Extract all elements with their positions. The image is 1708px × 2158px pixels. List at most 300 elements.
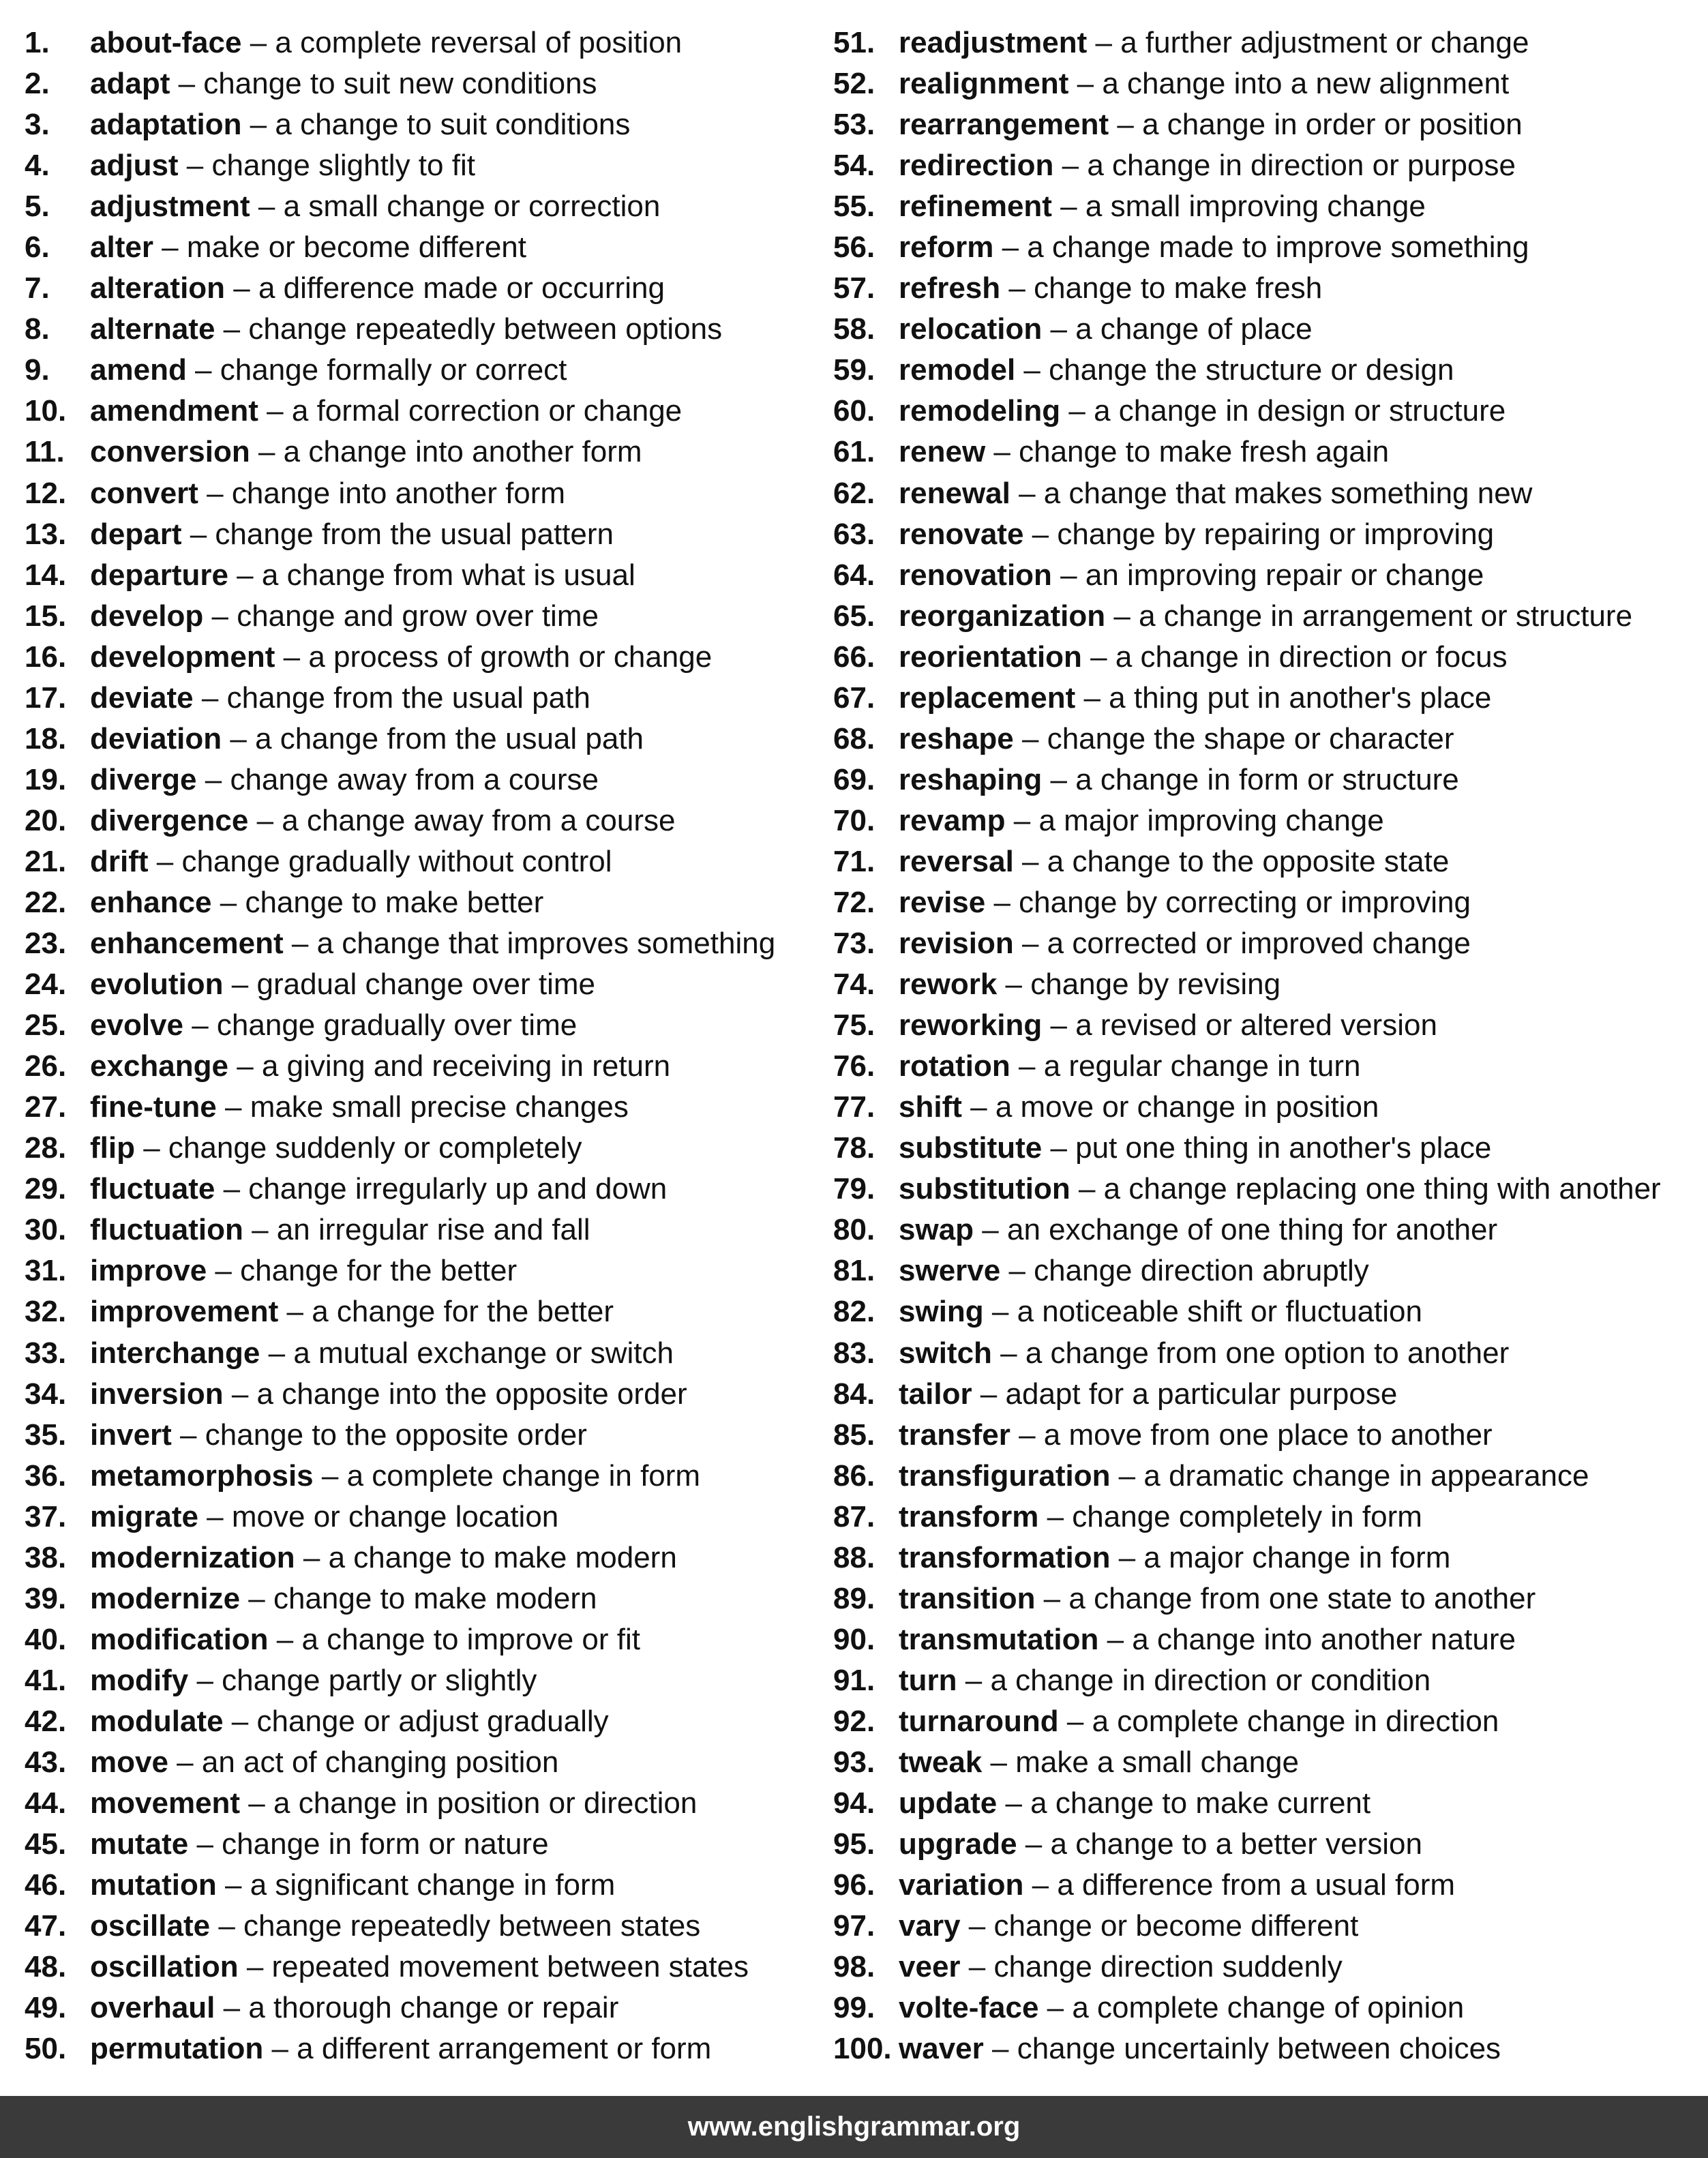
item-separator: –	[223, 1377, 257, 1411]
item-term: reform	[899, 230, 994, 265]
item-term: migrate	[90, 1499, 198, 1533]
item-separator: –	[215, 1991, 249, 2025]
item-term: reorganization	[899, 599, 1106, 633]
item-term: renovate	[899, 517, 1024, 551]
item-number: 68.	[833, 721, 875, 755]
item-definition: a difference from a usual form	[1057, 1868, 1455, 1902]
item-number: 16.	[25, 640, 67, 674]
item-separator: –	[985, 435, 1019, 469]
item-separator: –	[1087, 26, 1121, 60]
list-item	[833, 800, 1699, 841]
item-number: 84.	[833, 1377, 875, 1411]
item-number: 24.	[25, 968, 67, 1002]
item-separator: –	[1075, 680, 1109, 715]
item-number: 56.	[833, 230, 875, 265]
list-item	[833, 23, 1699, 63]
item-definition: a change of place	[1075, 312, 1313, 346]
item-term: modification	[90, 1622, 269, 1656]
item-number: 17.	[25, 680, 67, 715]
item-number: 42.	[25, 1704, 67, 1738]
list-item	[25, 678, 815, 719]
item-term: reshaping	[899, 762, 1043, 796]
item-definition: a thing put in another's place	[1109, 680, 1492, 715]
item-definition: a thorough change or repair	[248, 1991, 619, 2025]
item-term: about-face	[90, 26, 242, 60]
item-definition: change direction abruptly	[1034, 1254, 1369, 1288]
list-item	[25, 514, 815, 555]
item-number: 40.	[25, 1622, 67, 1656]
list-item	[833, 1210, 1699, 1250]
item-term: shift	[899, 1090, 962, 1124]
item-definition: change formally or correct	[220, 353, 567, 387]
item-separator: –	[1010, 1049, 1044, 1083]
list-item	[25, 800, 815, 841]
list-item	[833, 964, 1699, 1005]
item-term: relocation	[899, 312, 1043, 346]
item-separator: –	[957, 1663, 991, 1697]
item-definition: a complete reversal of position	[275, 26, 683, 60]
list-item	[25, 23, 815, 63]
item-separator: –	[186, 353, 220, 387]
item-definition: a regular change in turn	[1043, 1049, 1361, 1083]
item-term: movement	[90, 1786, 241, 1820]
item-number: 3.	[25, 108, 50, 142]
item-number: 13.	[25, 517, 67, 551]
list-item	[833, 1578, 1699, 1619]
list-item	[833, 268, 1699, 309]
item-term: improve	[90, 1254, 207, 1288]
list-item	[833, 1169, 1699, 1210]
item-number: 30.	[25, 1213, 67, 1247]
item-term: enhance	[90, 886, 212, 919]
item-separator: –	[215, 1172, 249, 1206]
item-separator: –	[997, 1786, 1031, 1820]
item-separator: –	[993, 230, 1028, 265]
item-number: 98.	[833, 1950, 875, 1984]
item-term: development	[90, 640, 275, 674]
item-number: 53.	[833, 108, 875, 142]
item-separator: –	[1023, 1868, 1058, 1902]
item-number: 87.	[833, 1499, 875, 1533]
list-item	[833, 1333, 1699, 1374]
item-definition: make or become different	[186, 230, 526, 265]
item-separator: –	[171, 1418, 205, 1452]
item-term: develop	[90, 599, 204, 633]
item-definition: change to make fresh	[1034, 271, 1323, 305]
item-definition: a dramatic change in appearance	[1143, 1458, 1589, 1493]
item-term: variation	[899, 1868, 1024, 1902]
list-item	[25, 391, 815, 432]
list-item	[833, 1005, 1699, 1046]
item-separator: –	[1042, 762, 1076, 796]
item-separator: –	[278, 1295, 312, 1329]
item-number: 19.	[25, 762, 67, 796]
item-number: 52.	[833, 67, 875, 101]
item-number: 35.	[25, 1418, 67, 1452]
item-number: 92.	[833, 1704, 875, 1738]
item-number: 10.	[25, 394, 67, 428]
list-item	[833, 350, 1699, 391]
list-item	[25, 555, 815, 596]
list-item	[833, 1824, 1699, 1865]
item-definition: a complete change of opinion	[1072, 1991, 1465, 2025]
item-definition: a further adjustment or change	[1120, 26, 1529, 60]
item-term: veer	[899, 1950, 961, 1984]
list-item	[833, 145, 1699, 186]
item-term: renewal	[899, 476, 1010, 510]
list-item	[833, 637, 1699, 678]
item-number: 78.	[833, 1131, 875, 1165]
item-term: move	[90, 1745, 168, 1779]
item-number: 9.	[25, 353, 50, 387]
item-term: redirection	[899, 149, 1054, 183]
item-number: 11.	[25, 435, 65, 469]
item-number: 29.	[25, 1172, 67, 1206]
list-item	[25, 1578, 815, 1619]
item-definition: make small precise changes	[250, 1090, 629, 1124]
item-number: 83.	[833, 1336, 875, 1370]
item-number: 32.	[25, 1295, 67, 1329]
footer-url[interactable]: www.englishgrammar.org	[687, 2112, 1021, 2142]
list-item	[833, 1374, 1699, 1415]
item-separator: –	[216, 1868, 250, 1902]
item-definition: a change in arrangement or structure	[1139, 599, 1633, 633]
list-item	[25, 1250, 815, 1291]
item-separator: –	[1070, 1172, 1104, 1206]
item-definition: change in form or nature	[222, 1827, 549, 1861]
item-separator: –	[148, 844, 182, 878]
item-definition: change irregularly up and down	[248, 1172, 668, 1206]
item-definition: a change to a better version	[1050, 1827, 1422, 1861]
item-number: 88.	[833, 1540, 875, 1574]
item-definition: a change into the opposite order	[256, 1377, 687, 1411]
item-separator: –	[1035, 1581, 1069, 1615]
item-number: 85.	[833, 1418, 875, 1452]
item-term: metamorphosis	[90, 1458, 314, 1493]
item-definition: a revised or altered version	[1075, 1008, 1437, 1043]
item-definition: a change in direction or focus	[1115, 640, 1508, 674]
item-separator: –	[961, 1090, 995, 1124]
item-definition: a corrected or improved change	[1047, 927, 1471, 961]
item-separator: –	[210, 1909, 244, 1943]
item-number: 41.	[25, 1663, 67, 1697]
item-definition: a change away from a course	[282, 803, 676, 837]
item-number: 81.	[833, 1254, 875, 1288]
item-number: 76.	[833, 1049, 875, 1083]
list-item	[25, 1169, 815, 1210]
item-definition: a change from one option to another	[1025, 1336, 1510, 1370]
item-separator: –	[241, 26, 275, 60]
item-definition: change away from a course	[230, 762, 599, 796]
item-term: alternate	[90, 312, 215, 346]
list-item	[833, 1415, 1699, 1456]
item-term: update	[899, 1786, 998, 1820]
item-definition: a major improving change	[1038, 803, 1384, 837]
item-separator: –	[1010, 1418, 1044, 1452]
item-number: 1.	[25, 26, 50, 60]
item-number: 33.	[25, 1336, 67, 1370]
list-item	[25, 1128, 815, 1169]
item-separator: –	[1013, 927, 1047, 961]
item-definition: change by revising	[1030, 968, 1281, 1002]
item-separator: –	[228, 1049, 262, 1083]
item-term: adapt	[90, 67, 170, 101]
item-definition: change suddenly or completely	[168, 1131, 582, 1165]
item-term: alteration	[90, 271, 226, 305]
item-number: 77.	[833, 1090, 875, 1124]
list-item	[25, 63, 815, 104]
item-definition: change and grow over time	[237, 599, 599, 633]
item-number: 69.	[833, 762, 875, 796]
item-separator: –	[222, 721, 256, 755]
item-term: revision	[899, 927, 1014, 961]
item-term: fine-tune	[90, 1090, 217, 1124]
list-item	[25, 760, 815, 800]
item-term: refresh	[899, 271, 1001, 305]
item-term: swerve	[899, 1254, 1001, 1288]
item-term: readjustment	[899, 26, 1088, 60]
item-separator: –	[250, 435, 284, 469]
item-separator: –	[196, 762, 230, 796]
item-term: realignment	[899, 67, 1069, 101]
item-separator: –	[1042, 1008, 1076, 1043]
item-term: depart	[90, 517, 182, 551]
item-definition: adapt for a particular purpose	[1005, 1377, 1398, 1411]
item-separator: –	[153, 230, 187, 265]
list-item	[25, 1701, 815, 1742]
item-separator: –	[268, 1622, 302, 1656]
item-separator: –	[188, 1663, 222, 1697]
item-term: replacement	[899, 680, 1076, 715]
item-separator: –	[170, 67, 204, 101]
list-item	[833, 391, 1699, 432]
item-number: 95.	[833, 1827, 875, 1861]
item-separator: –	[203, 599, 237, 633]
list-item	[833, 186, 1699, 227]
item-number: 34.	[25, 1377, 67, 1411]
item-number: 93.	[833, 1745, 875, 1779]
item-definition: move or change location	[231, 1499, 559, 1533]
item-separator: –	[1053, 149, 1088, 183]
list-item	[833, 1456, 1699, 1497]
item-separator: –	[1098, 1622, 1133, 1656]
list-item	[833, 760, 1699, 800]
item-term: transfiguration	[899, 1458, 1111, 1493]
item-number: 6.	[25, 230, 50, 265]
item-separator: –	[260, 1336, 294, 1370]
list-item	[833, 1660, 1699, 1701]
item-definition: a change into another form	[283, 435, 642, 469]
item-separator: –	[1042, 312, 1076, 346]
item-definition: a change from the usual path	[255, 721, 644, 755]
item-term: permutation	[90, 2032, 264, 2066]
list-item	[833, 1046, 1699, 1087]
item-definition: change to make fresh again	[1019, 435, 1390, 469]
list-item	[25, 1087, 815, 1128]
item-definition: change the structure or design	[1049, 353, 1454, 387]
list-item	[25, 309, 815, 350]
list-item	[833, 1947, 1699, 1988]
item-definition: change slightly to fit	[211, 149, 475, 183]
item-separator: –	[207, 1254, 241, 1288]
list-item	[25, 1291, 815, 1332]
item-term: substitution	[899, 1172, 1070, 1206]
item-term: diverge	[90, 762, 197, 796]
item-definition: a change from one state to another	[1068, 1581, 1536, 1615]
list-item	[25, 350, 815, 391]
item-definition: a complete change in form	[346, 1458, 701, 1493]
item-term: transfer	[899, 1418, 1010, 1452]
item-separator: –	[1010, 476, 1044, 510]
item-separator: –	[223, 968, 257, 1002]
item-separator: –	[1051, 558, 1085, 592]
item-term: transform	[899, 1499, 1039, 1533]
item-separator: –	[198, 476, 232, 510]
list-item	[25, 1374, 815, 1415]
item-separator: –	[240, 1786, 273, 1820]
item-term: revamp	[899, 803, 1006, 837]
item-separator: –	[1013, 844, 1047, 878]
item-term: drift	[90, 844, 149, 878]
item-term: modernization	[90, 1540, 295, 1574]
item-term: renovation	[899, 558, 1052, 592]
item-separator: –	[1051, 190, 1085, 224]
item-separator: –	[1000, 1254, 1034, 1288]
item-definition: a major change in form	[1143, 1540, 1451, 1574]
item-term: remodel	[899, 353, 1016, 387]
item-separator: –	[275, 640, 309, 674]
list-item	[833, 473, 1699, 514]
item-separator: –	[313, 1458, 347, 1493]
item-term: oscillation	[90, 1950, 239, 1984]
item-number: 38.	[25, 1540, 67, 1574]
item-definition: a change in position or direction	[273, 1786, 698, 1820]
item-separator: –	[1013, 721, 1047, 755]
item-term: improvement	[90, 1295, 279, 1329]
item-number: 57.	[833, 271, 875, 305]
item-definition: a formal correction or change	[291, 394, 683, 428]
item-term: turn	[899, 1663, 957, 1697]
item-term: amendment	[90, 394, 258, 428]
list-item	[25, 227, 815, 268]
item-definition: a small change or correction	[283, 190, 661, 224]
item-definition: a change in direction or condition	[990, 1663, 1431, 1697]
item-number: 22.	[25, 886, 67, 919]
list-item	[833, 1619, 1699, 1660]
list-item	[833, 227, 1699, 268]
item-definition: change or adjust gradually	[256, 1704, 609, 1738]
item-term: modernize	[90, 1581, 241, 1615]
item-definition: change completely in form	[1072, 1499, 1422, 1533]
item-number: 55.	[833, 190, 875, 224]
item-definition: a change to suit conditions	[275, 108, 631, 142]
item-term: waver	[899, 2032, 984, 2066]
item-definition: change by repairing or improving	[1057, 517, 1495, 551]
item-definition: change gradually without control	[181, 844, 612, 878]
item-separator: –	[258, 394, 292, 428]
list-item	[833, 1988, 1699, 2028]
list-item	[833, 882, 1699, 923]
item-number: 20.	[25, 803, 67, 837]
item-number: 96.	[833, 1868, 875, 1902]
item-separator: –	[1060, 394, 1094, 428]
item-number: 18.	[25, 721, 67, 755]
list-item	[25, 1497, 815, 1538]
item-term: amend	[90, 353, 187, 387]
item-term: reversal	[899, 844, 1014, 878]
item-definition: a different arrangement or form	[297, 2032, 712, 2066]
item-term: exchange	[90, 1049, 228, 1083]
item-number: 48.	[25, 1950, 67, 1984]
item-number: 91.	[833, 1663, 875, 1697]
item-separator: –	[263, 2032, 297, 2066]
list-item	[833, 2028, 1699, 2069]
item-separator: –	[983, 2032, 1017, 2066]
item-term: transition	[899, 1581, 1036, 1615]
list-item	[25, 145, 815, 186]
item-term: volte-face	[899, 1991, 1039, 2025]
item-number: 71.	[833, 844, 875, 878]
list-item	[25, 1005, 815, 1046]
list-item	[25, 2028, 815, 2069]
list-item	[25, 473, 815, 514]
item-separator: –	[1015, 353, 1049, 387]
item-definition: change repeatedly between states	[243, 1909, 701, 1943]
item-separator: –	[960, 1909, 994, 1943]
item-definition: a change for the better	[312, 1295, 614, 1329]
item-separator: –	[178, 149, 212, 183]
item-term: modify	[90, 1663, 189, 1697]
list-item	[25, 1333, 815, 1374]
item-separator: –	[215, 312, 249, 346]
item-number: 21.	[25, 844, 67, 878]
list-item	[833, 1783, 1699, 1824]
item-term: alter	[90, 230, 153, 265]
item-definition: a change in design or structure	[1094, 394, 1506, 428]
item-definition: a move from one place to another	[1043, 1418, 1493, 1452]
item-separator: –	[1005, 803, 1039, 837]
item-separator: –	[243, 1213, 277, 1247]
item-term: reorientation	[899, 640, 1082, 674]
item-definition: a move or change in position	[995, 1090, 1379, 1124]
item-separator: –	[181, 517, 215, 551]
item-number: 63.	[833, 517, 875, 551]
item-definition: a change into a new alignment	[1102, 67, 1510, 101]
list-item	[25, 1415, 815, 1456]
item-separator: –	[228, 558, 262, 592]
list-item	[833, 841, 1699, 882]
list-item	[833, 1742, 1699, 1783]
list-item	[25, 719, 815, 760]
item-term: renew	[899, 435, 986, 469]
list-item	[25, 104, 815, 145]
item-separator: –	[134, 1131, 168, 1165]
list-item	[25, 1456, 815, 1497]
item-term: reworking	[899, 1008, 1043, 1043]
list-item	[25, 432, 815, 473]
item-number: 31.	[25, 1254, 67, 1288]
item-term: flip	[90, 1131, 135, 1165]
item-definition: change repeatedly between options	[248, 312, 723, 346]
item-definition: change to make better	[245, 886, 544, 919]
item-number: 8.	[25, 312, 50, 346]
item-term: remodeling	[899, 394, 1061, 428]
item-separator: –	[1081, 640, 1115, 674]
item-separator: –	[283, 927, 317, 961]
item-separator: –	[223, 1704, 257, 1738]
item-separator: –	[240, 1581, 273, 1615]
item-number: 86.	[833, 1458, 875, 1493]
